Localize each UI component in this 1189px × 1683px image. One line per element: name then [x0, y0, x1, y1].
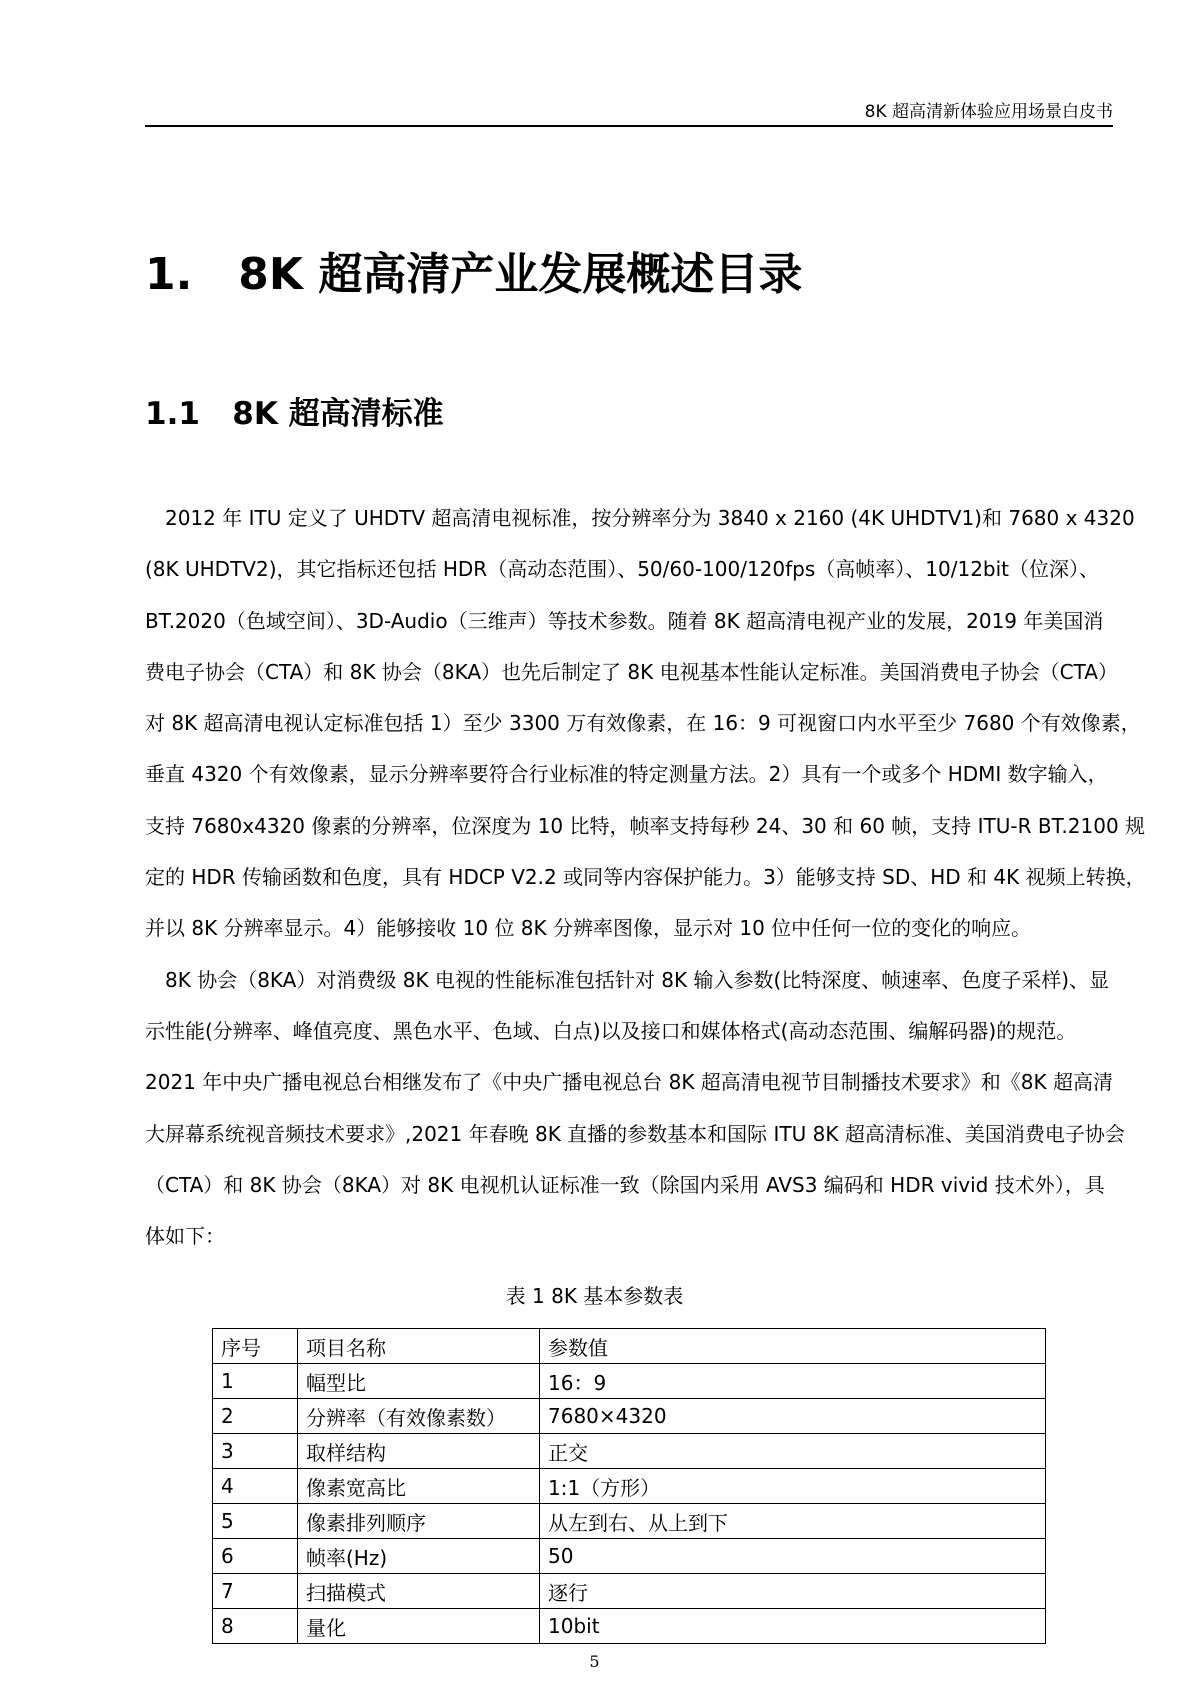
table-row	[213, 1539, 1046, 1574]
text-line: 示性能(分辨率、峰值亮度、黑色水平、色域、白点)以及接口和媒体格式(高动态范围、编解码器)的规范。	[145, 1018, 1077, 1043]
table-cell: 从左到右、从上到下	[540, 1504, 1046, 1539]
text-line: 8K 协会（8KA）对消费级 8K 电视的性能标准包括针对 8K 输入参数(比特深度、帧速率、色度子采样)、显	[165, 967, 1110, 992]
table-cell: 16：9	[540, 1364, 1046, 1399]
table-cell: 50	[540, 1539, 1046, 1574]
text-line: （CTA）和 8K 协会（8KA）对 8K 电视机认证标准一致（除国内采用 AVS3 编码和 HDR vivid 技术外），具	[145, 1172, 1105, 1197]
table-cell: 幅型比	[298, 1364, 540, 1399]
text-line: (8K UHDTV2)，其它指标还包括 HDR（高动态范围）、50/60-100/120fps（高帧率）、10/12bit（位深）、	[145, 557, 1100, 582]
table-row	[213, 1434, 1046, 1469]
table-cell: 扫描模式	[298, 1574, 540, 1609]
table-row	[213, 1364, 1046, 1399]
table-header-row	[213, 1329, 1046, 1364]
text-line: 大屏幕系统视音频技术要求》,2021 年春晚 8K 直播的参数基本和国际 ITU 8K 超高清标准、美国消费电子协会	[145, 1121, 1125, 1146]
text-line: 对 8K 超高清电视认定标准包括 1）至少 3300 万有效像素，在 16：9 可视窗口内水平至少 7680 个有效像素，	[145, 711, 1141, 736]
parameter-table	[212, 1328, 1046, 1644]
table-cell: 6	[213, 1539, 298, 1574]
text-line: 定的 HDR 传输函数和色度，具有 HDCP V2.2 或同等内容保护能力。3）能够支持 SD、HD 和 4K 视频上转换，	[145, 865, 1146, 890]
text-line: 并以 8K 分辨率显示。4）能够接收 10 位 8K 分辨率图像，显示对 10 位中任何一位的变化的响应。	[145, 916, 1032, 941]
running-header: 8K 超高清新体验应用场景白皮书	[864, 102, 1113, 122]
text-line: 2021 年中央广播电视总台相继发布了《中央广播电视总台 8K 超高清电视节目制播技术要求》和《8K 超高清	[145, 1070, 1114, 1095]
table-cell: 7	[213, 1574, 298, 1609]
table-cell: 正交	[540, 1434, 1046, 1469]
table-cell: 7680×4320	[540, 1399, 1046, 1434]
table-row	[213, 1574, 1046, 1609]
table-cell: 逐行	[540, 1574, 1046, 1609]
table-cell: 8	[213, 1609, 298, 1644]
text-line: 费电子协会（CTA）和 8K 协会（8KA）也先后制定了 8K 电视基本性能认定标准。美国消费电子协会（CTA）	[145, 659, 1118, 684]
table-row	[213, 1609, 1046, 1644]
table-cell: 序号	[213, 1329, 298, 1364]
section-title: 1.1 8K 超高清标准	[145, 396, 444, 432]
table-row	[213, 1504, 1046, 1539]
text-line: 2012 年 ITU 定义了 UHDTV 超高清电视标准，按分辨率分为 3840 x 2160 (4K UHDTV1)和 7680 x 4320	[165, 506, 1135, 530]
table-cell: 1	[213, 1364, 298, 1399]
text-line: BT.2020（色域空间）、3D-Audio（三维声）等技术参数。随着 8K 超高清电视产业的发展，2019 年美国消	[145, 608, 1104, 633]
table-cell: 2	[213, 1399, 298, 1434]
table-cell: 4	[213, 1469, 298, 1504]
table-row	[213, 1469, 1046, 1504]
table-cell: 像素宽高比	[298, 1469, 540, 1504]
table-cell: 3	[213, 1434, 298, 1469]
table-cell: 帧率(Hz)	[298, 1539, 540, 1574]
table-caption: 表 1 8K 基本参数表	[505, 1284, 684, 1308]
table-row	[213, 1399, 1046, 1434]
text-line: 体如下：	[145, 1224, 225, 1249]
table-cell: 量化	[298, 1609, 540, 1644]
text-line: 垂直 4320 个有效像素，显示分辨率要符合行业标准的特定测量方法。2）具有一个或多个 HDMI 数字输入，	[145, 762, 1108, 787]
body-text	[145, 500, 1146, 1269]
table-cell: 1:1（方形）	[540, 1469, 1046, 1504]
chapter-title: 1. 8K 超高清产业发展概述目录	[145, 249, 803, 300]
table-cell: 项目名称	[298, 1329, 540, 1364]
table-cell: 10bit	[540, 1609, 1046, 1644]
table-cell: 取样结构	[298, 1434, 540, 1469]
table-cell: 参数值	[540, 1329, 1046, 1364]
table-cell: 像素排列顺序	[298, 1504, 540, 1539]
page-number: 5	[589, 1652, 600, 1671]
table-cell: 5	[213, 1504, 298, 1539]
text-line: 支持 7680x4320 像素的分辨率，位深度为 10 比特，帧率支持每秒 24、30 和 60 帧，支持 ITU-R BT.2100 规	[145, 813, 1146, 838]
header-rule	[145, 125, 1113, 127]
table-cell: 分辨率（有效像素数）	[298, 1399, 540, 1434]
